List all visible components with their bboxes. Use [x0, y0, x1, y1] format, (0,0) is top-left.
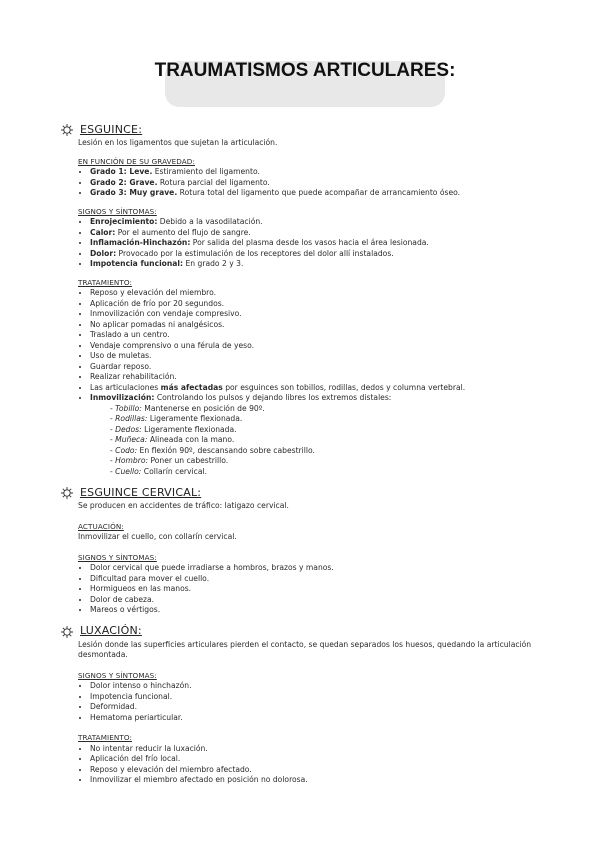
- subheading-signos: SIGNOS Y SÍNTOMAS:: [78, 670, 157, 680]
- list-item: • Deformidad.: [90, 702, 550, 713]
- section-esguince-cervical: [60, 485, 550, 616]
- virus-icon: [60, 486, 74, 500]
- list-item: • Reposo y elevación del miembro afectado.: [90, 765, 550, 776]
- list-tratamiento: [78, 288, 550, 477]
- list-item: • Mareos o vértigos.: [90, 605, 550, 616]
- list-item: • Inmovilización: Controlando los pulsos y dejando libres los extremos distales: - Tobillo: Mantenerse en posición de 90º. - Rodillas: Ligeramente flexionada. - Dedos: Ligeramente flexionada. - Muñeca: Alineada con la mano. - Codo: En flexión 90º, descansando sobre cabestrillo. - Hombro: Poner un cabestrillo. - Cuello: Collarín cervical.: [90, 393, 550, 477]
- list-item: • Las articulaciones más afectadas por esguinces son tobillos, rodillas, dedos y columna vertebral.: [90, 383, 550, 394]
- list-signos: [78, 563, 550, 616]
- list-item: • Dolor: Provocado por la estimulación de los receptores del dolor allí instalados.: [90, 249, 550, 260]
- subheading-signos: SIGNOS Y SÍNTOMAS:: [78, 552, 157, 562]
- list-tratamiento: [78, 744, 550, 786]
- list-item: • Dificultad para mover el cuello.: [90, 574, 550, 585]
- list-signos: [78, 217, 550, 270]
- section-description: Lesión en los ligamentos que sujetan la articulación.: [78, 138, 278, 147]
- section-title: LUXACIÓN:: [80, 624, 142, 638]
- list-item: • Uso de muletas.: [90, 351, 550, 362]
- list-item: • No intentar reducir la luxación.: [90, 744, 550, 755]
- list-item: • Inflamación-Hinchazón: Por salida del plasma desde los vasos hacia el área lesionada.: [90, 238, 550, 249]
- section-description: Lesión donde las superficies articulares pierden el contacto, se quedan separados los huesos, quedando la articulación desmontada.: [78, 639, 532, 659]
- document-body: [60, 116, 550, 786]
- list-item: • Grado 3: Muy grave. Rotura total del ligamento que puede acompañar de arrancamiento óseo.: [90, 188, 550, 199]
- list-item: - Rodillas: Ligeramente flexionada.: [110, 414, 550, 425]
- list-item: - Dedos: Ligeramente flexionada.: [110, 425, 550, 436]
- section-header: [60, 624, 550, 640]
- list-item: • Aplicación de frío por 20 segundos.: [90, 299, 550, 310]
- list-item: - Muñeca: Alineada con la mano.: [110, 435, 550, 446]
- list-item: • Inmovilizar el miembro afectado en posición no dolorosa.: [90, 775, 550, 786]
- subheading-signos: SIGNOS Y SÍNTOMAS:: [78, 206, 157, 216]
- list-item: • Vendaje comprensivo o una férula de yeso.: [90, 341, 550, 352]
- list-gravedad: [78, 167, 550, 199]
- list-item: • Hormigueos en las manos.: [90, 584, 550, 595]
- section-header: [60, 122, 550, 138]
- list-item: - Hombro: Poner un cabestrillo.: [110, 456, 550, 467]
- list-item: - Codo: En flexión 90º, descansando sobre cabestrillo.: [110, 446, 550, 457]
- list-item: - Tobillo: Mantenerse en posición de 90º.: [110, 404, 550, 415]
- subheading-tratamiento: TRATAMIENTO:: [78, 733, 132, 742]
- list-item: • No aplicar pomadas ni analgésicos.: [90, 320, 550, 331]
- section-description: Se producen en accidentes de tráfico: latigazo cervical.: [78, 501, 289, 510]
- list-item: • Realizar rehabilitación.: [90, 372, 550, 383]
- subheading-tratamiento: TRATAMIENTO:: [78, 277, 132, 287]
- list-item: - Cuello: Collarín cervical.: [110, 467, 550, 478]
- actuacion-text: Inmovilizar el cuello, con collarín cervical.: [78, 532, 237, 541]
- list-item: • Aplicación del frío local.: [90, 754, 550, 765]
- list-item: • Enrojecimiento: Debido a la vasodilatación.: [90, 217, 550, 228]
- section-title: ESGUINCE CERVICAL:: [80, 485, 202, 499]
- virus-icon: [60, 625, 74, 639]
- section-header: [60, 485, 550, 501]
- subheading-gravedad: EN FUNCIÓN DE SU GRAVEDAD:: [78, 156, 195, 166]
- list-item: • Impotencia funcional.: [90, 692, 550, 703]
- list-item: • Grado 1: Leve. Estiramiento del ligamento.: [90, 167, 550, 178]
- section-title: ESGUINCE:: [80, 122, 143, 136]
- list-signos: [78, 681, 550, 723]
- list-inmovilizacion: [90, 404, 550, 478]
- list-item: • Dolor intenso o hinchazón.: [90, 681, 550, 692]
- list-item: • Guardar reposo.: [90, 362, 550, 373]
- list-item: • Hematoma periarticular.: [90, 713, 550, 724]
- section-esguince: [60, 122, 550, 477]
- section-luxacion: [60, 624, 550, 786]
- list-item: • Dolor cervical que puede irradiarse a hombros, brazos y manos.: [90, 563, 550, 574]
- list-item: • Dolor de cabeza.: [90, 595, 550, 606]
- page-title: TRAUMATISMOS ARTICULARES:: [154, 60, 456, 81]
- subheading-actuacion: ACTUACIÓN:: [78, 521, 124, 531]
- list-item: • Traslado a un centro.: [90, 330, 550, 341]
- list-item: • Grado 2: Grave. Rotura parcial del ligamento.: [90, 178, 550, 189]
- list-item: • Calor: Por el aumento del flujo de sangre.: [90, 228, 550, 239]
- virus-icon: [60, 123, 74, 137]
- list-item: • Impotencia funcional: En grado 2 y 3.: [90, 259, 550, 270]
- list-item: • Inmovilización con vendaje compresivo.: [90, 309, 550, 320]
- list-item: • Reposo y elevación del miembro.: [90, 288, 550, 299]
